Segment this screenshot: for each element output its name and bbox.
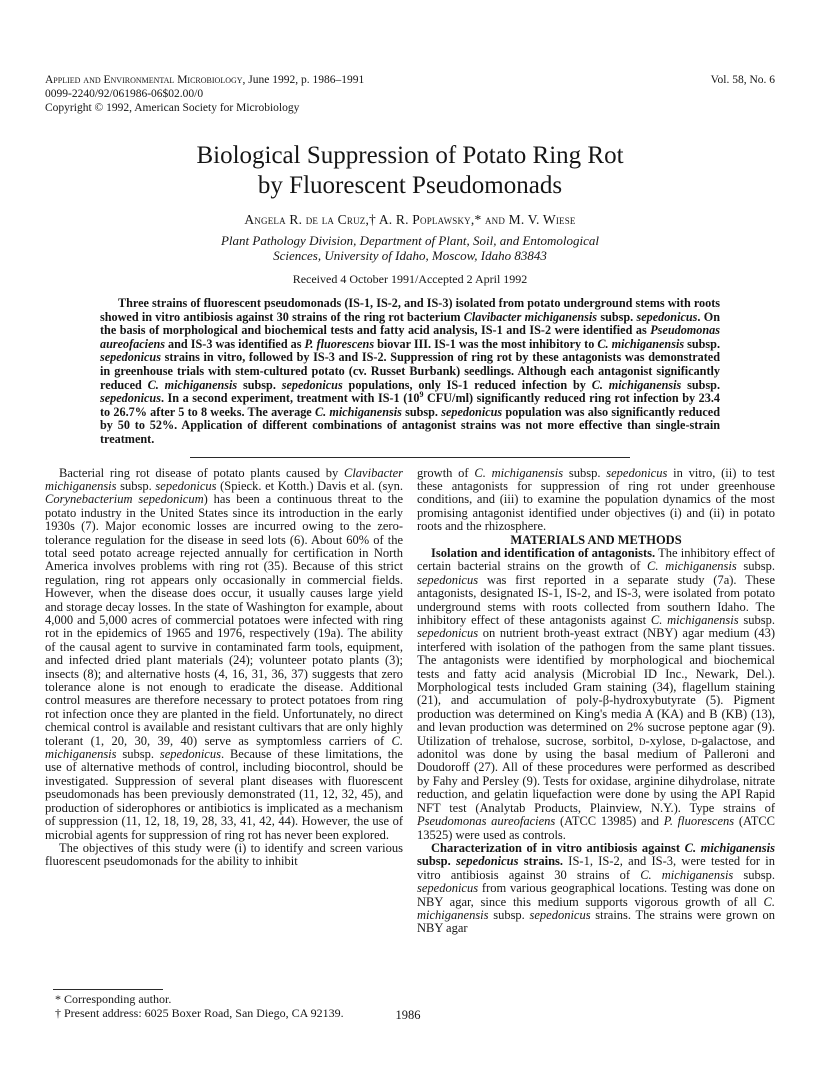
methods-paragraph-characterization: Characterization of in vitro antibiosis against C. michiganensis subsp. sepedonicus strains. IS-1, IS-2, and IS-3, were tested for in vitro antibiosis against 30 strains of C. michiganensis subsp. sepedonicus from various geographical locations. Testing was done on NBY agar, since this medium supports vigorous growth of all C. michiganensis subsp. sepedonicus strains. The strains were grown on NBY agar [417, 840, 776, 936]
journal-line: Applied and Environmental Microbiology, June 1992, p. 1986–1991 [45, 74, 365, 86]
section-heading-materials-methods: MATERIALS AND METHODS [510, 532, 682, 547]
footnote-divider [53, 989, 163, 990]
article-title [45, 141, 775, 201]
intro-paragraph-1: Bacterial ring rot disease of potato plants caused by Clavibacter michiganensis subsp. sepedonicus (Spieck. et Kotth.) Davis et al. (syn. Corynebacterium sepedonicum) has been a continuous threat to the potato industry in the United States since its introduction in the early 1930s (7). Major economic losses are incurred owing to the zero-tolerance regulation for the disease in seed lots (6). About 60% of the total seed potato acreage rejected annually for certification in North America involves problems with ring rot (35). Because of this strict regulation, ring rot appears only occasionally in commercial fields. However, when the disease does occur, it usually causes large yield and storage decay losses. In the state of Washington for example, about 4,000 and 5,000 acres of commercial potatoes were infected with ring rot in the epidemics of 1965 and 1976, respectively (19a). The ability of the causal agent to survive in contaminated farm tools, equipment, and infected dried plant materials (24); volunteer potato plants (3); insects (8); and alternative hosts (4, 16, 31, 36, 37) suggests that zero tolerance alone is not enough to eradicate the disease. Additional control measures are therefore necessary to protect potatoes from ring rot infection once they are planted in the field. Unfortunately, no direct chemical control is available and resistant cultivars that are only highly tolerant (1, 20, 30, 39, 40) serve as symptomless carriers of C. michiganensis subsp. sepedonicus. Because of these limitations, the use of alternative methods of control, including biocontrol, should be investigated. Suppression of several plant diseases with fluorescent pseudomonads has been previously demonstrated (11, 12, 32, 45), and production of siderophores or antibiotics is implicated as a mechanism of suppression (11, 12, 18, 19, 28, 33, 41, 42, 44). However, the use of microbial agents for suppression of ring rot has never been explored. [45, 466, 403, 842]
affiliation-line1: Plant Pathology Division, Department of Plant, Soil, and Entomological [220, 233, 600, 248]
abstract: Three strains of fluorescent pseudomonads (IS-1, IS-2, and IS-3) isolated from potato underground stems with roots showed in vitro antibiosis against 30 strains of the ring rot bacterium Clavibacter michiganensis subsp. sepedonicus. On the basis of morphological and biochemical tests and fatty acid analysis, IS-1 and IS-2 were identified as Pseudomonas aureofaciens and IS-3 was identified as P. fluorescens biovar III. IS-1 was the most inhibitory to C. michiganensis subsp. sepedonicus strains in vitro, followed by IS-3 and IS-2. Suppression of ring rot by these antagonists was demonstrated in greenhouse trials with stem-cultured potato (cv. Russet Burbank) seedlings. Although each antagonist significantly reduced C. michiganensis subsp. sepedonicus populations, only IS-1 reduced infection by C. michiganensis subsp. sepedonicus. In a second experiment, treatment with IS-1 ($10^9$ CFU/ml) significantly reduced ring rot infection by 23.4 to 26.7% after 5 to 8 weeks. The average C. michiganensis subsp. sepedonicus population was also significantly reduced by 50 to 52%. Application of different combinations of antagonist strains was not more effective than single-strain treatment. [100, 296, 721, 446]
article-title-line1: Biological Suppression of Potato Ring Rot [196, 142, 624, 169]
intro-paragraph-2: The objectives of this study were (i) to identify and screen various fluorescent pseudomonads for the ability to inhibit [45, 840, 403, 869]
footnote-present-address: † Present address: 6025 Boxer Road, San Diego, CA 92139. [55, 1005, 344, 1020]
article-title-line2: by Fluorescent Pseudomonads [257, 172, 563, 199]
affiliation-line2: Sciences, University of Idaho, Moscow, Idaho 83843 [273, 248, 547, 263]
copyright-line: Copyright © 1992, American Society for Microbiology [45, 102, 300, 114]
left-column-text [45, 467, 403, 990]
page-number: 1986 [395, 1008, 421, 1022]
received-line: Received 4 October 1991/Accepted 2 April 1992 [292, 272, 528, 286]
right-column [417, 467, 775, 1023]
left-column [45, 467, 403, 1023]
masthead-left [45, 73, 364, 115]
affiliation [45, 233, 775, 263]
issn-line: 0099-2240/92/061986-06$02.00/0 [45, 88, 204, 100]
methods-paragraph-isolation: Isolation and identification of antagonists. The inhibitory effect of certain bacterial strains on the growth of C. michiganensis subsp. sepedonicus was first reported in a separate study (7a). These antagonists, designated IS-1, IS-2, and IS-3, were isolated from potato underground stems with roots collected from southern Idaho. The inhibitory effect of these antagonists against C. michiganensis subsp. sepedonicus on nutrient broth-yeast extract (NBY) agar medium (43) interfered with isolation of the pathogen from the same plant tissues. The antagonists were identified by morphological and biochemical tests and fatty acid analysis (Microbial ID Inc., Newark, Del.). Morphological tests included Gram staining (34), flagellum staining (21), and accumulation of poly-β-hydroxybutyrate (5). Pigment production was determined on King's media A (KA) and B (KB) (13), and levan production was determined on 2% sucrose peptone agar (9). Utilization of trehalose, sucrose, sorbitol, d-xylose, d-galactose, and adonitol was done by using the basal medium of Palleroni and Doudoroff (27). All of these procedures were performed as described by Fahy and Persley (9). Tests for oxidase, arginine dihydrolase, nitrate reduction, and gelatin liquefaction were done by using the API Rapid NFT test (Analytab Products, Plainview, N.Y.). Type strains of Pseudomonas aureofaciens (ATCC 13985) and P. fluorescens (ATCC 13525) were used as controls. [417, 545, 776, 842]
abstract-divider [190, 457, 630, 458]
intro-paragraph-continuation: growth of C. michiganensis subsp. sepedonicus in vitro, (ii) to test these antagonists for suppression of ring rot under greenhouse conditions, and (iii) to examine the population dynamics of the most promising antagonist identified under objectives (i) and (ii) in potato roots and the rhizosphere. [417, 465, 775, 534]
volume-info: Vol. 58, No. 6 [710, 74, 775, 86]
footnote-corresponding-author: * Corresponding author. [55, 992, 172, 1007]
masthead [45, 73, 775, 115]
body-columns [45, 467, 775, 1023]
authors-line: Angela R. de la Cruz,† A. R. Poplawsky,* and M. V. Wiese [244, 212, 576, 227]
